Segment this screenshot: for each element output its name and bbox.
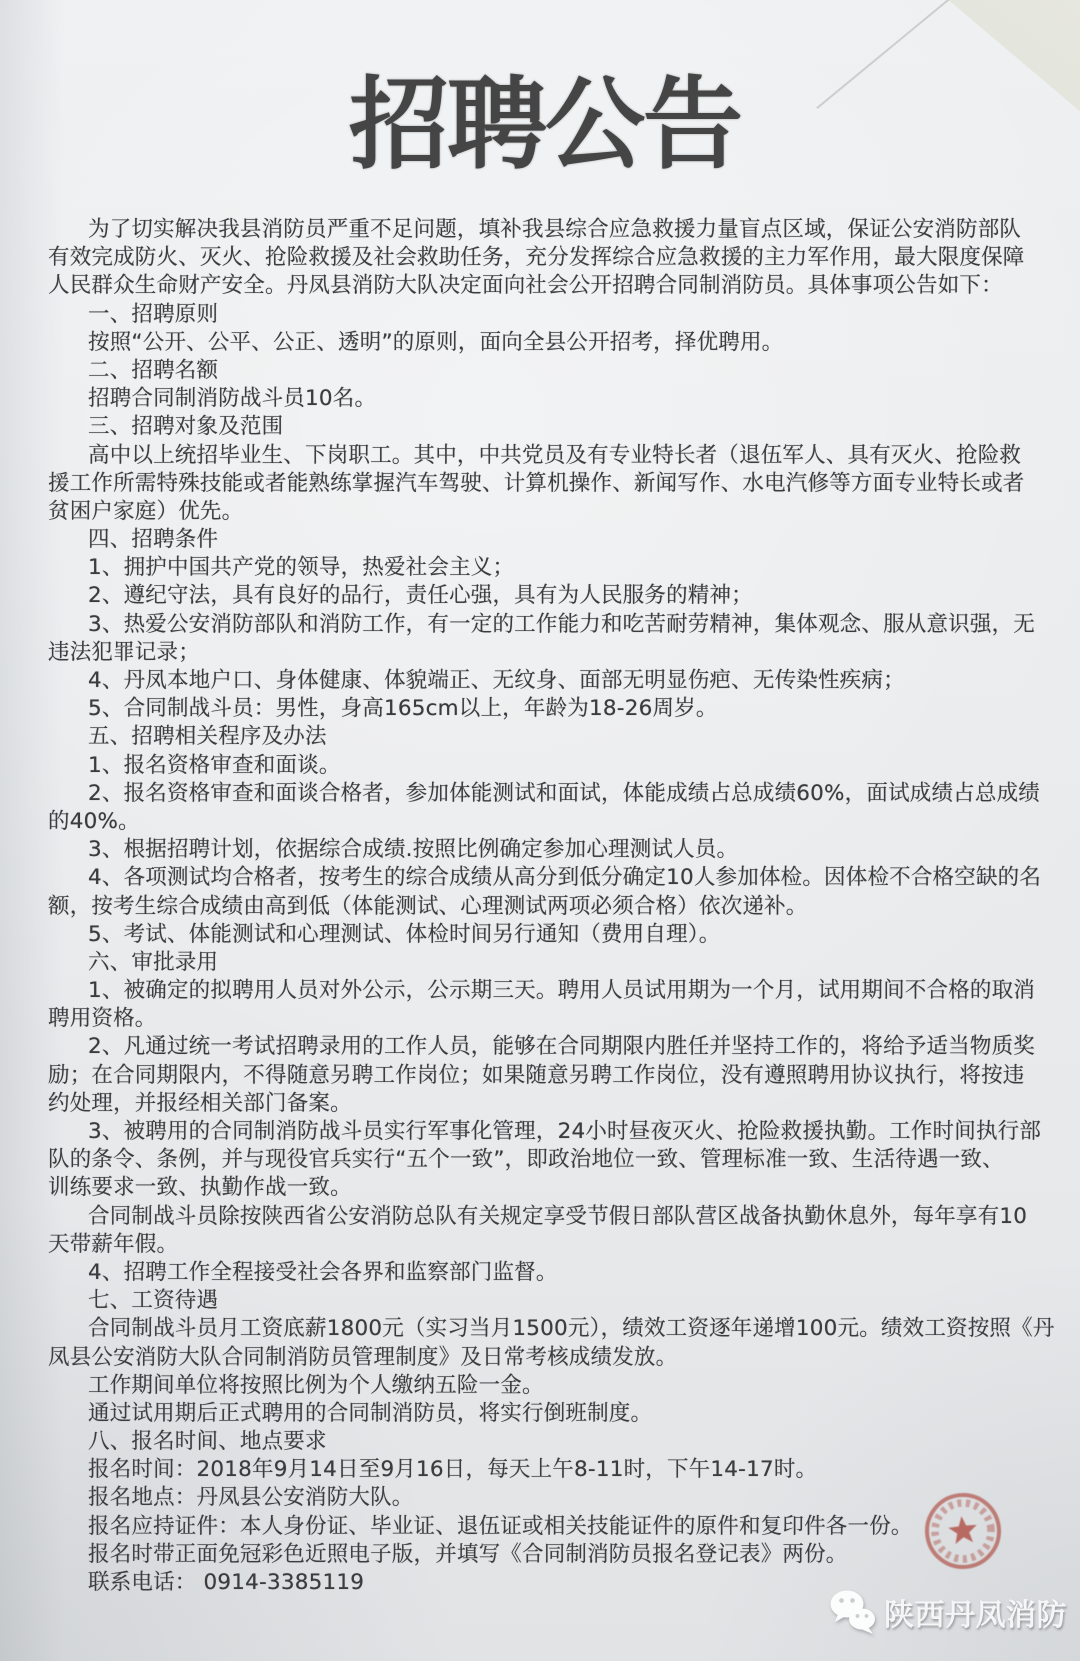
document-line: 报名地点：丹凤县公安消防大队。 xyxy=(88,1485,414,1511)
document-line: 为了切实解决我县消防员严重不足问题，填补我县综合应急救援力量盲点区域，保证公安消防部队 xyxy=(88,217,1022,242)
page-title: 招聘公告 xyxy=(349,66,741,183)
document-line: 四、招聘条件 xyxy=(88,527,219,553)
document-line: 招聘合同制消防战斗员10名。 xyxy=(88,386,377,412)
document-line: 4、丹凤本地户口、身体健康、体貌端正、无纹身、面部无明显伤疤、无传染性疾病； xyxy=(88,668,905,693)
document-line: 七、工资待遇 xyxy=(88,1288,219,1314)
document-line: 凤县公安消防大队合同制消防员管理制度》及日常考核成绩发放。 xyxy=(48,1344,678,1370)
seal-star-icon xyxy=(947,1515,978,1545)
document-line: 工作期间单位将按照比例为个人缴纳五险一金。 xyxy=(88,1372,544,1398)
document-line: 队的条令、条例，并与现役官兵实行“五个一致”，即政治地位一致、管理标准一致、生活待遇一致、 xyxy=(48,1147,1004,1173)
document-line: 5、考试、体能测试和心理测试、体检时间另行通知（费用自理）。 xyxy=(88,921,721,947)
document-line: 援工作所需特殊技能或者能熟练掌握汽车驾驶、计算机操作、新闻写作、水电汽修等方面专业特长或者 xyxy=(48,470,1025,496)
document-line: 二、招聘名额 xyxy=(88,357,219,383)
document-line: 训练要求一致、执勤作战一致。 xyxy=(48,1175,352,1201)
document-line: 合同制战斗员月工资底薪1800元（实习当月1500元），绩效工资逐年递增100元。绩效工资按照《丹 xyxy=(88,1316,1055,1342)
document-line: 人民群众生命财产安全。丹凤县消防大队决定面向社会公开招聘合同制消防员。具体事项公告如下： xyxy=(48,273,1003,299)
document-line: 3、根据招聘计划，依据综合成绩.按照比例确定参加心理测试人员。 xyxy=(88,837,739,863)
document-line: 3、热爱公安消防部队和消防工作，有一定的工作能力和吃苦耐劳精神，集体观念、服从意识强，无 xyxy=(88,611,1035,637)
document-line: 报名时间：2018年9月14日至9月16日，每天上午8-11时，下午14-17时。 xyxy=(88,1457,818,1483)
document-line: 额，按考生综合成绩由高到低（体能测试、心理测试两项必须合格）依次递补。 xyxy=(48,893,808,919)
document-line: 一、招聘原则 xyxy=(88,301,219,327)
document-line: 2、报名资格审查和面谈合格者，参加体能测试和面试，体能成绩占总成绩60%，面试成绩占总成绩 xyxy=(88,780,1040,806)
document-line: 五、招聘相关程序及办法 xyxy=(88,724,327,750)
document-line: 六、审批录用 xyxy=(88,949,219,975)
document-line: 3、被聘用的合同制消防战斗员实行军事化管理，24小时昼夜灭火、抢险救援执勤。工作时间执行部 xyxy=(88,1119,1042,1144)
document-line: 1、报名资格审查和面谈。 xyxy=(88,752,341,778)
official-seal-stamp xyxy=(908,1476,1018,1586)
document-line: 贫困户家庭）优先。 xyxy=(48,498,244,524)
document-line: 聘用资格。 xyxy=(48,1006,157,1032)
document-line: 按照“公开、公平、公正、透明”的原则，面向全县公开招考，择优聘用。 xyxy=(88,329,784,355)
document-line: 的40%。 xyxy=(48,808,140,834)
document-line: 八、报名时间、地点要求 xyxy=(88,1429,327,1455)
document-line: 合同制战斗员除按陕西省公安消防总队有关规定享受节假日部队营区战备执勤休息外，每年享有10 xyxy=(88,1203,1028,1229)
document-line: 4、各项测试均合格者，按考生的综合成绩从高分到低分确定10人参加体检。因体检不合格空缺的名 xyxy=(88,865,1042,891)
document-line: 2、凡通过统一考试招聘录用的工作人员，能够在合同期限内胜任并坚持工作的，将给予适当物质奖 xyxy=(88,1034,1035,1060)
document-line: 报名时带正面免冠彩色近照电子版，并填写《合同制消防员报名登记表》两份。 xyxy=(88,1541,848,1567)
document-line: 通过试用期后正式聘用的合同制消防员，将实行倒班制度。 xyxy=(88,1400,653,1426)
document-line: 1、被确定的拟聘用人员对外公示，公示期三天。聘用人员试用期为一个月，试用期间不合格的取消 xyxy=(88,978,1035,1004)
document-line: 2、遵纪守法，具有良好的品行，责任心强，具有为人民服务的精神； xyxy=(88,583,753,609)
document-body xyxy=(48,216,1058,1597)
document-line: 违法犯罪记录； xyxy=(48,639,200,665)
document-line: 4、招聘工作全程接受社会各界和监察部门监督。 xyxy=(88,1259,558,1285)
document-line: 有效完成防火、灭火、抢险救援及社会救助任务，充分发挥综合应急救援的主力军作用，最大限度保障 xyxy=(48,245,1025,271)
document-line: 励；在合同期限内，不得随意另聘工作岗位；如果随意另聘工作岗位，没有遵照聘用协议执行，将按违 xyxy=(48,1062,1025,1088)
document-line: 三、招聘对象及范围 xyxy=(88,414,284,440)
document-line: 5、合同制战斗员：男性，身高165cm以上，年龄为18-26周岁。 xyxy=(88,696,718,722)
document-line: 高中以上统招毕业生、下岗职工。其中，中共党员及有专业特长者（退伍军人、具有灭火、抢险救 xyxy=(88,442,1022,468)
document-line: 1、拥护中国共产党的领导，热爱社会主义； xyxy=(88,555,515,581)
document-line: 天带薪年假。 xyxy=(48,1231,179,1257)
document-line: 联系电话： 0914-3385119 xyxy=(88,1570,365,1595)
document-line: 报名应持证件：本人身份证、毕业证、退伍证或相关技能证件的原件和复印件各一份。 xyxy=(88,1513,913,1539)
watermark-label: 陕西丹凤消防 xyxy=(884,1598,1067,1633)
wechat-watermark xyxy=(828,1584,1080,1640)
document-line: 约处理，并报经相关部门备案。 xyxy=(48,1090,352,1116)
wechat-icon xyxy=(828,1588,878,1636)
